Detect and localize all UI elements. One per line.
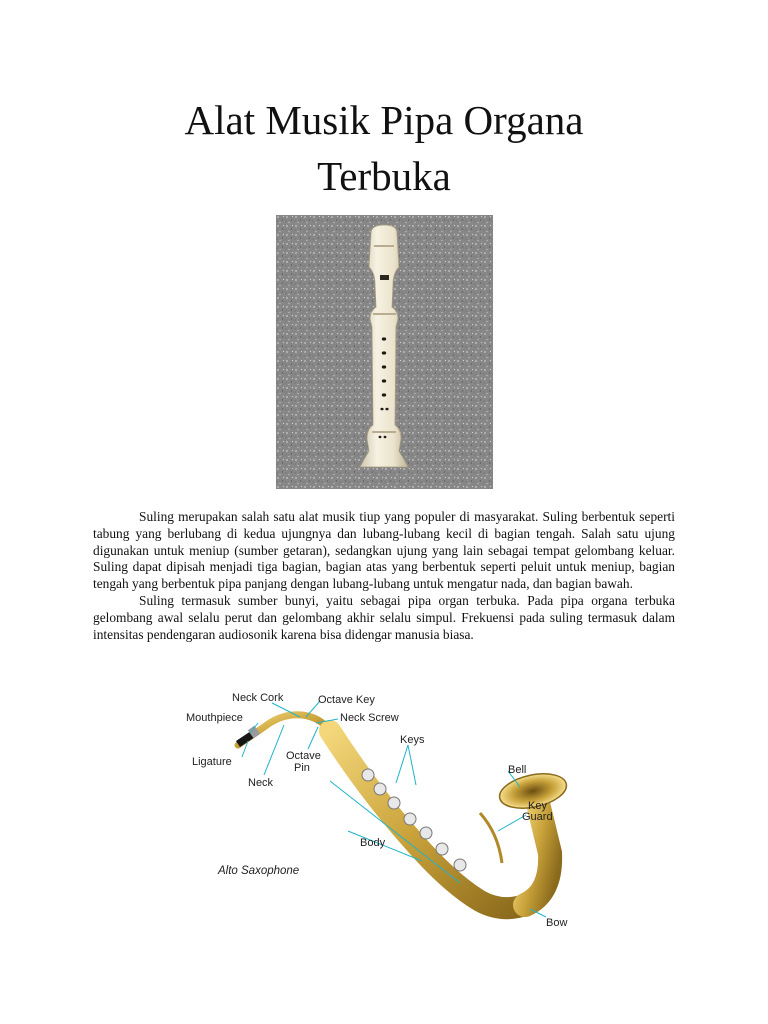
title-line-2: Terbuka bbox=[317, 153, 451, 199]
diagram-caption: Alto Saxophone bbox=[218, 865, 300, 877]
label-octave-pin-line-1: Octave bbox=[286, 750, 321, 762]
label-body: Body bbox=[360, 837, 386, 849]
label-key-guard-line-1: Key bbox=[528, 800, 547, 812]
saxophone-diagram bbox=[180, 683, 600, 933]
label-neck-cork: Neck Cork bbox=[232, 692, 284, 704]
label-neck: Neck bbox=[248, 777, 274, 789]
paragraph-1: Suling merupakan salah satu alat musik tiup yang populer di masyarakat. Suling berbentuk seperti tabung yang berlubang di kedua ujungnya dan lubang-lubang kecil di bagian tengah. Salah satu ujung digunakan untuk meniup (sumber getaran), sedangkan ujung yang lain sebagai tempat gelombang keluar. Suling dapat dipisah menjadi tiga bagian, bagian atas yang berbentuk seperti peluit untuk meniup, bagian tengah yang berbentuk pipa panjang dengan lubang-lubang untuk mengatur nada, dan bagian bawah. bbox=[93, 509, 675, 592]
title-line-1: Alat Musik Pipa Organa bbox=[184, 97, 584, 143]
label-bell: Bell bbox=[508, 764, 527, 776]
label-keys: Keys bbox=[400, 734, 425, 746]
label-key-guard-line-2: Guard bbox=[522, 811, 553, 823]
paragraph-2: Suling termasuk sumber bunyi, yaitu sebagai pipa organ terbuka. Pada pipa organa terbuka gelombang awal selalu perut dan gelombang akhir selalu simpul. Frekuensi pada suling termasuk dalam intensitas pendengaran audiosonik karena bisa didengar manusia biasa. bbox=[93, 592, 675, 642]
label-octave-pin-line-2: Pin bbox=[294, 762, 310, 774]
page-title bbox=[0, 92, 768, 204]
label-octave-key: Octave Key bbox=[318, 694, 375, 706]
label-bow: Bow bbox=[546, 917, 568, 929]
recorder-photo bbox=[276, 215, 493, 489]
label-mouthpiece: Mouthpiece bbox=[186, 712, 243, 724]
label-ligature: Ligature bbox=[192, 756, 232, 768]
label-neck-screw: Neck Screw bbox=[340, 712, 399, 724]
body-text bbox=[93, 509, 675, 643]
